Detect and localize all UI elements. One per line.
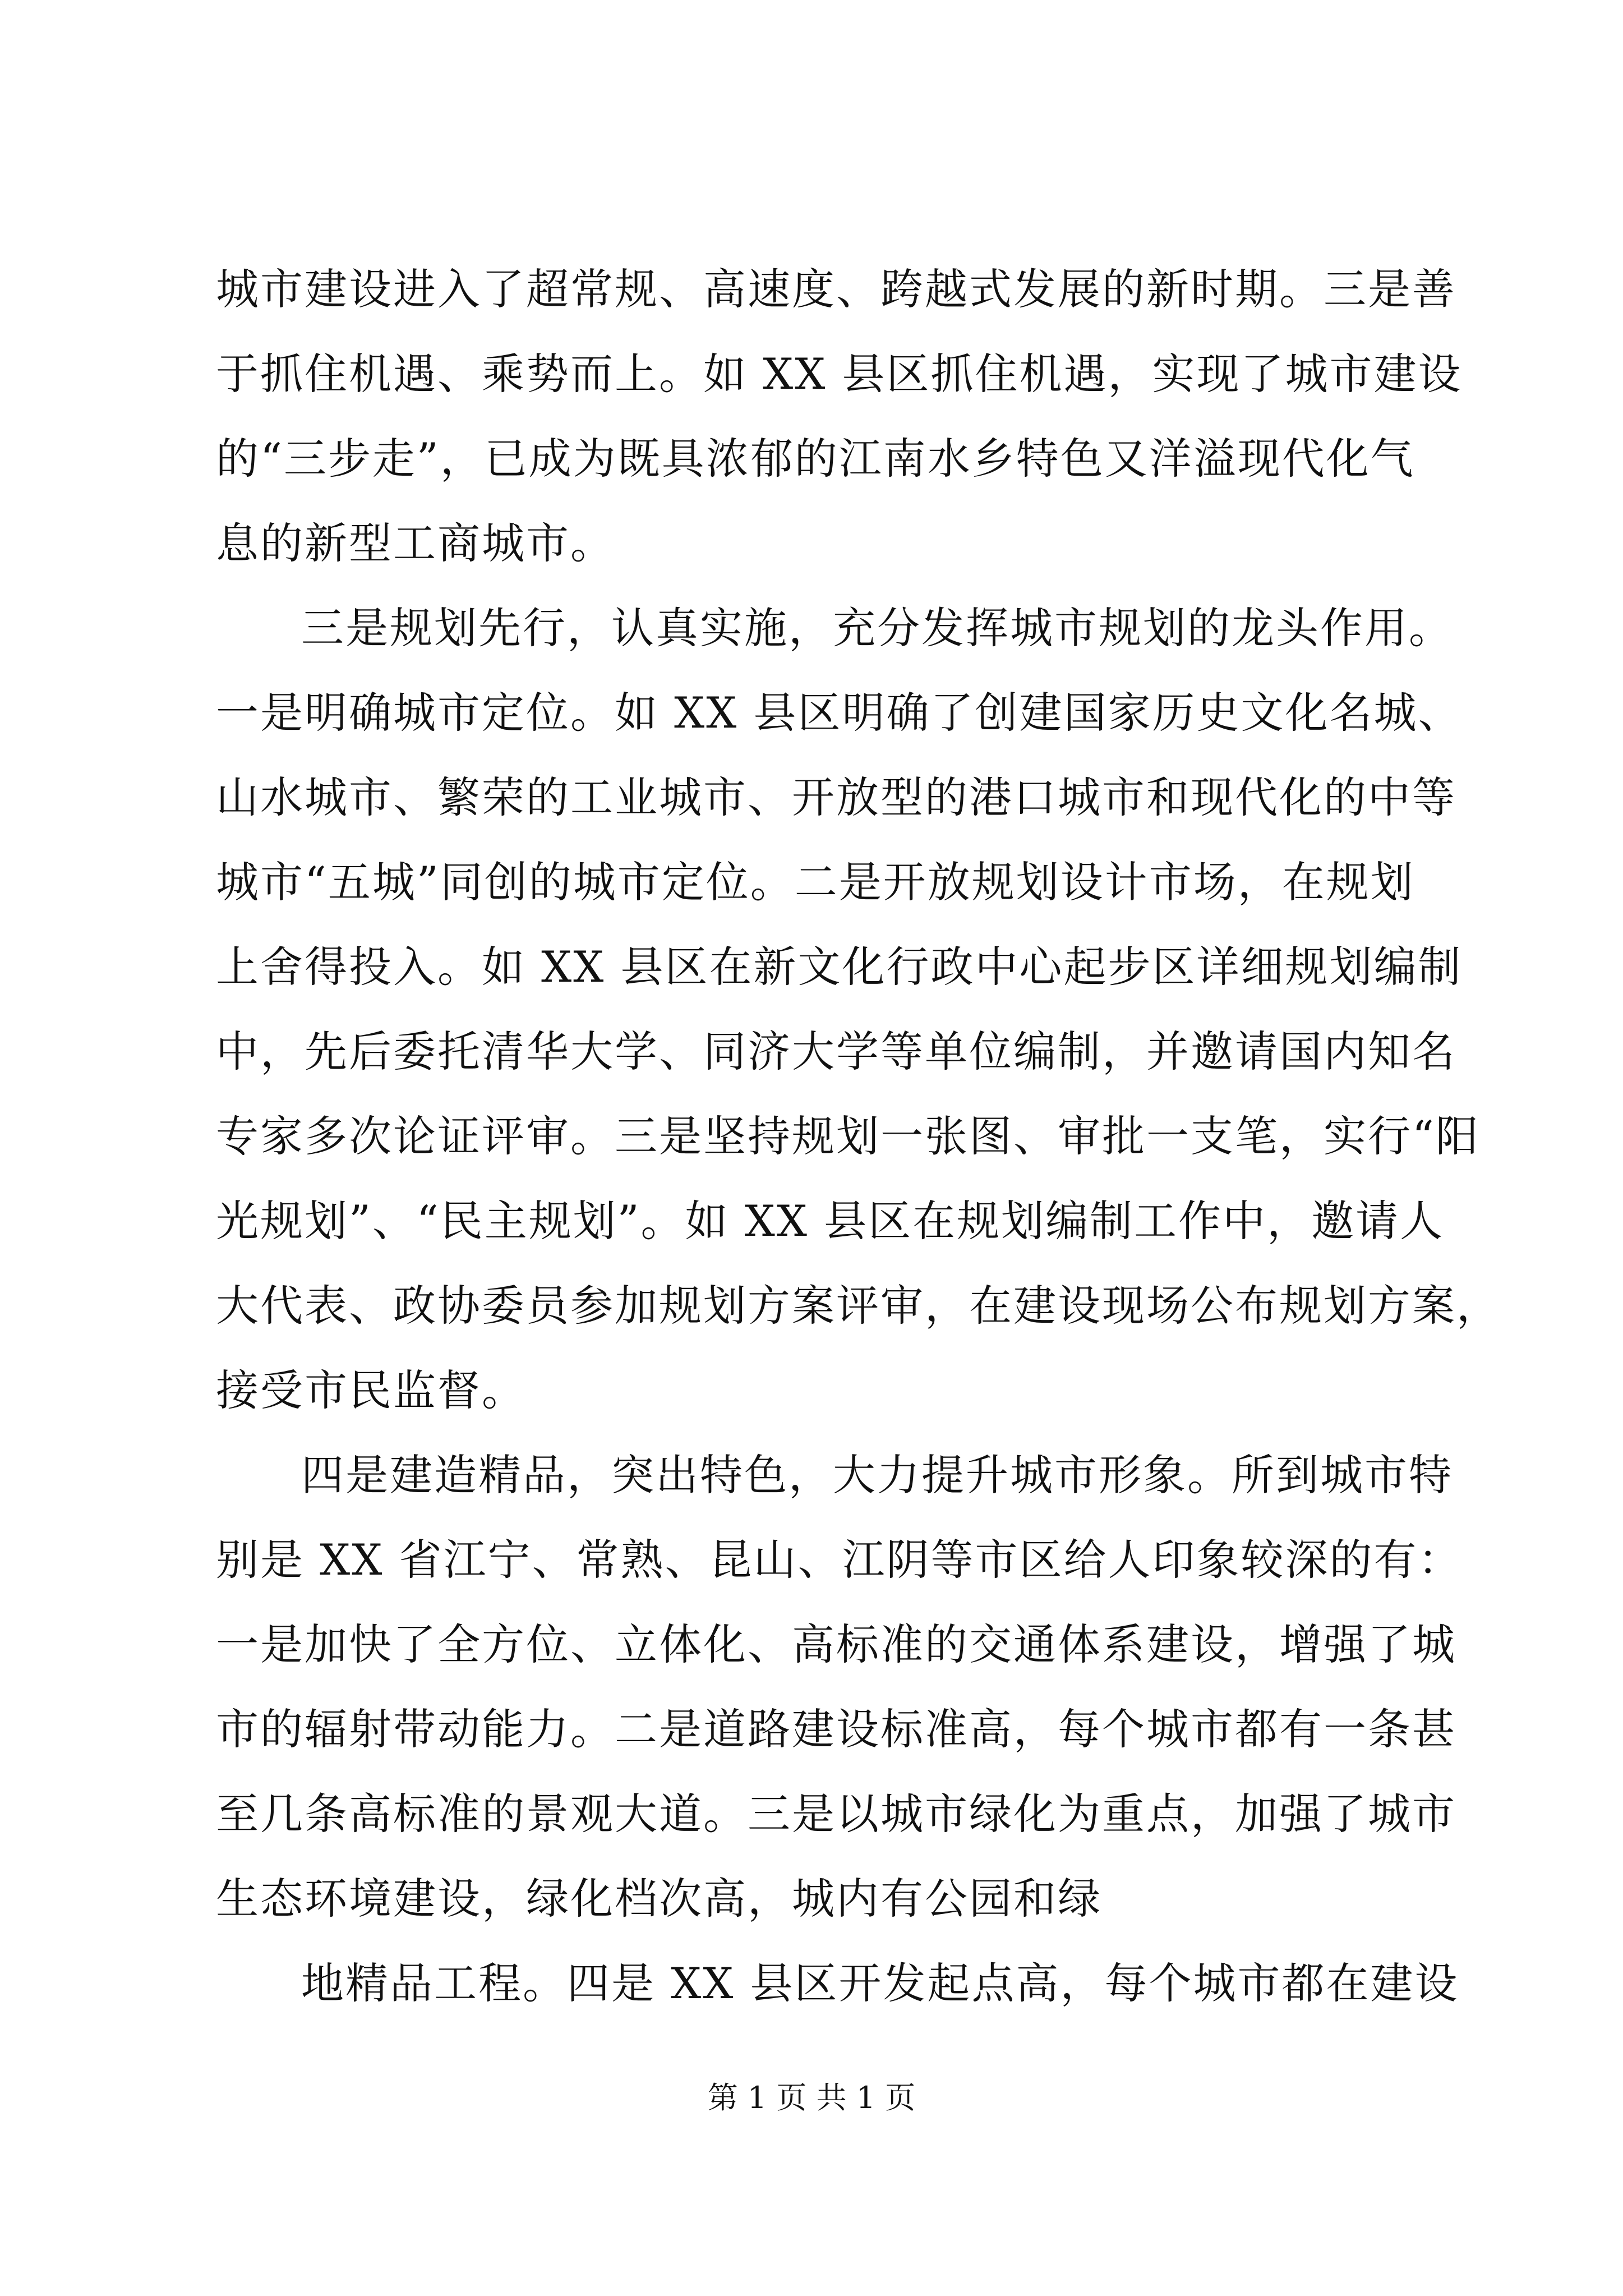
paragraph — [216, 1433, 1463, 1941]
text-line: 三是规划先行，认真实施，充分发挥城市规划的龙头作用。 — [301, 603, 1453, 653]
text-line: 专家多次论证评审。三是坚持规划一张图、审批一支笔，实行“阳 — [216, 1111, 1480, 1161]
page-number-footer: 第 1 页 共 1 页 — [707, 2080, 916, 2115]
text-line: 于抓住机遇、乘势而上。如 XX 县区抓住机遇，实现了城市建设 — [216, 349, 1463, 399]
paragraph — [216, 1941, 1459, 2026]
text-line: 光规划”、“民主规划”。如 XX 县区在规划编制工作中，邀请人 — [216, 1196, 1445, 1246]
text-line: 的“三步走”，已成为既具浓郁的江南水乡特色又洋溢现代化气 — [216, 434, 1415, 484]
paragraph — [216, 247, 1463, 586]
text-line: 一是明确城市定位。如 XX 县区明确了创建国家历史文化名城、 — [216, 688, 1463, 738]
text-line: 地精品工程。四是 XX 县区开发起点高，每个城市都在建设 — [301, 1958, 1459, 2008]
text-line: 别是 XX 省江宁、常熟、昆山、江阴等市区给人印象较深的有： — [216, 1535, 1463, 1585]
text-line: 城市“五城”同创的城市定位。二是开放规划设计市场，在规划 — [216, 857, 1415, 907]
paragraph — [216, 586, 1501, 1433]
text-line: 生态环境建设，绿化档次高，城内有公园和绿 — [216, 1874, 1102, 1924]
text-line: 至几条高标准的景观大道。三是以城市绿化为重点，加强了城市 — [216, 1789, 1456, 1839]
text-line: 接受市民监督。 — [216, 1365, 526, 1415]
text-line: 一是加快了全方位、立体化、高标准的交通体系建设，增强了城 — [216, 1619, 1456, 1669]
text-line: 山水城市、繁荣的工业城市、开放型的港口城市和现代化的中等 — [216, 772, 1456, 822]
text-line: 大代表、政协委员参加规划方案评审，在建设现场公布规划方案， — [216, 1281, 1501, 1331]
document-body — [216, 247, 1501, 2026]
text-line: 四是建造精品，突出特色，大力提升城市形象。所到城市特 — [301, 1450, 1453, 1500]
text-line: 息的新型工商城市。 — [216, 518, 615, 568]
text-line: 上舍得投入。如 XX 县区在新文化行政中心起步区详细规划编制 — [216, 942, 1463, 992]
text-line: 市的辐射带动能力。二是道路建设标准高，每个城市都有一条甚 — [216, 1704, 1456, 1754]
text-line: 中，先后委托清华大学、同济大学等单位编制，并邀请国内知名 — [216, 1027, 1456, 1076]
text-line: 城市建设进入了超常规、高速度、跨越式发展的新时期。三是善 — [216, 264, 1456, 314]
